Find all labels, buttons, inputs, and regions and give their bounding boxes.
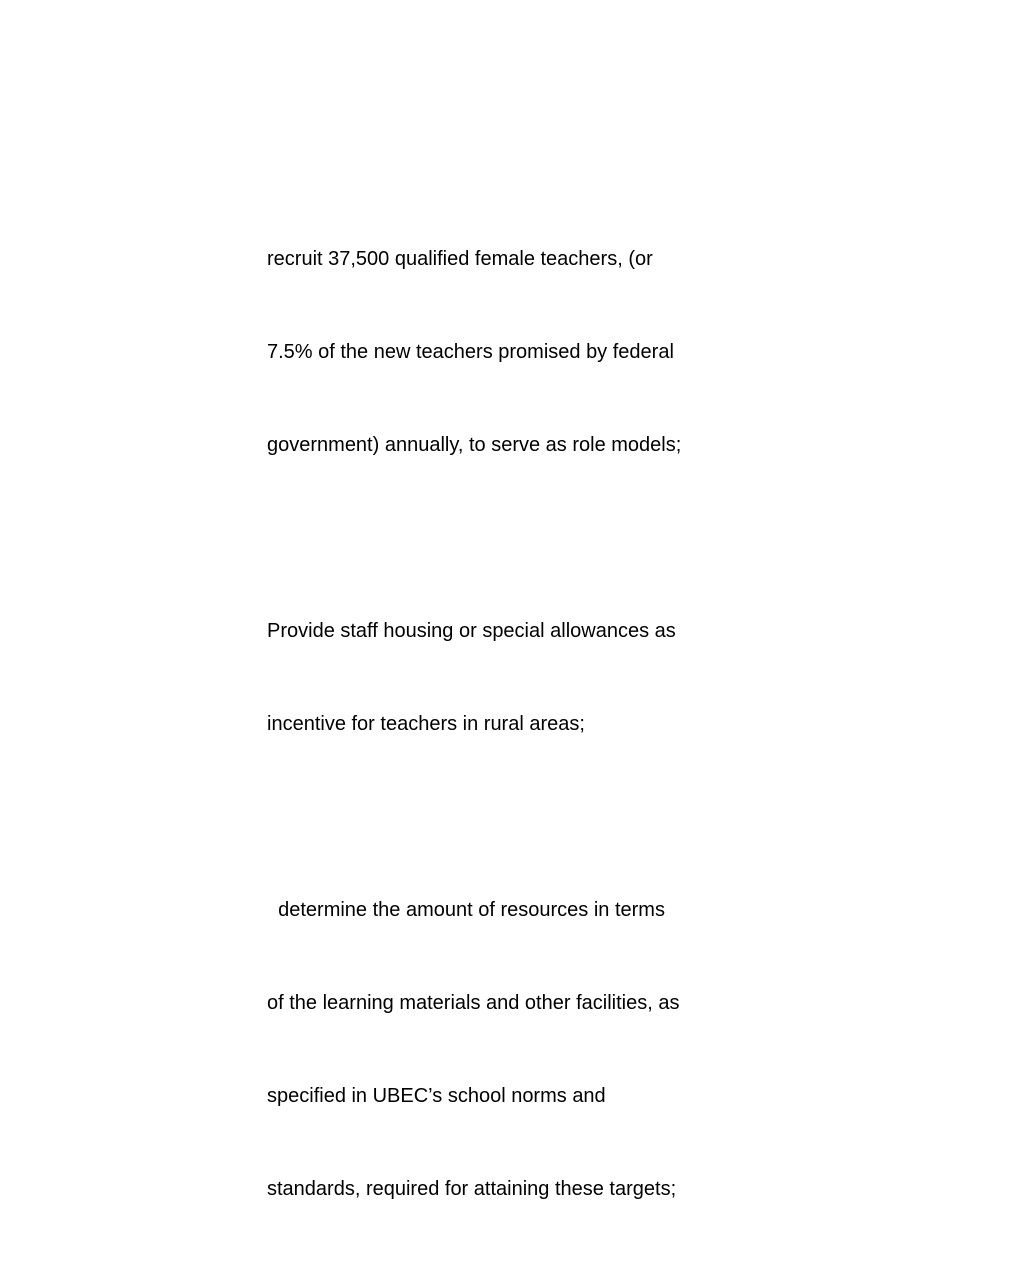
text-line: incentive for teachers in rural areas;	[267, 713, 585, 735]
text-line: government) annually, to serve as role models;	[267, 434, 682, 456]
paragraph-resources	[267, 833, 767, 1267]
text-line: recruit 37,500 qualified female teachers, (or	[267, 248, 653, 270]
text-line: Provide staff housing or special allowances as	[267, 620, 676, 642]
paragraph-female-teachers	[267, 182, 767, 523]
text-line: standards, required for attaining these targets;	[267, 1178, 677, 1200]
text-line: determine the amount of resources in terms	[267, 899, 665, 921]
text-line: specified in UBEC’s school norms and	[267, 1085, 606, 1107]
text-line: 7.5% of the new teachers promised by federal	[267, 341, 674, 363]
text-line: of the learning materials and other facilities, as	[267, 992, 680, 1014]
body-text	[267, 182, 767, 1267]
paragraph-staff-housing	[267, 554, 767, 802]
